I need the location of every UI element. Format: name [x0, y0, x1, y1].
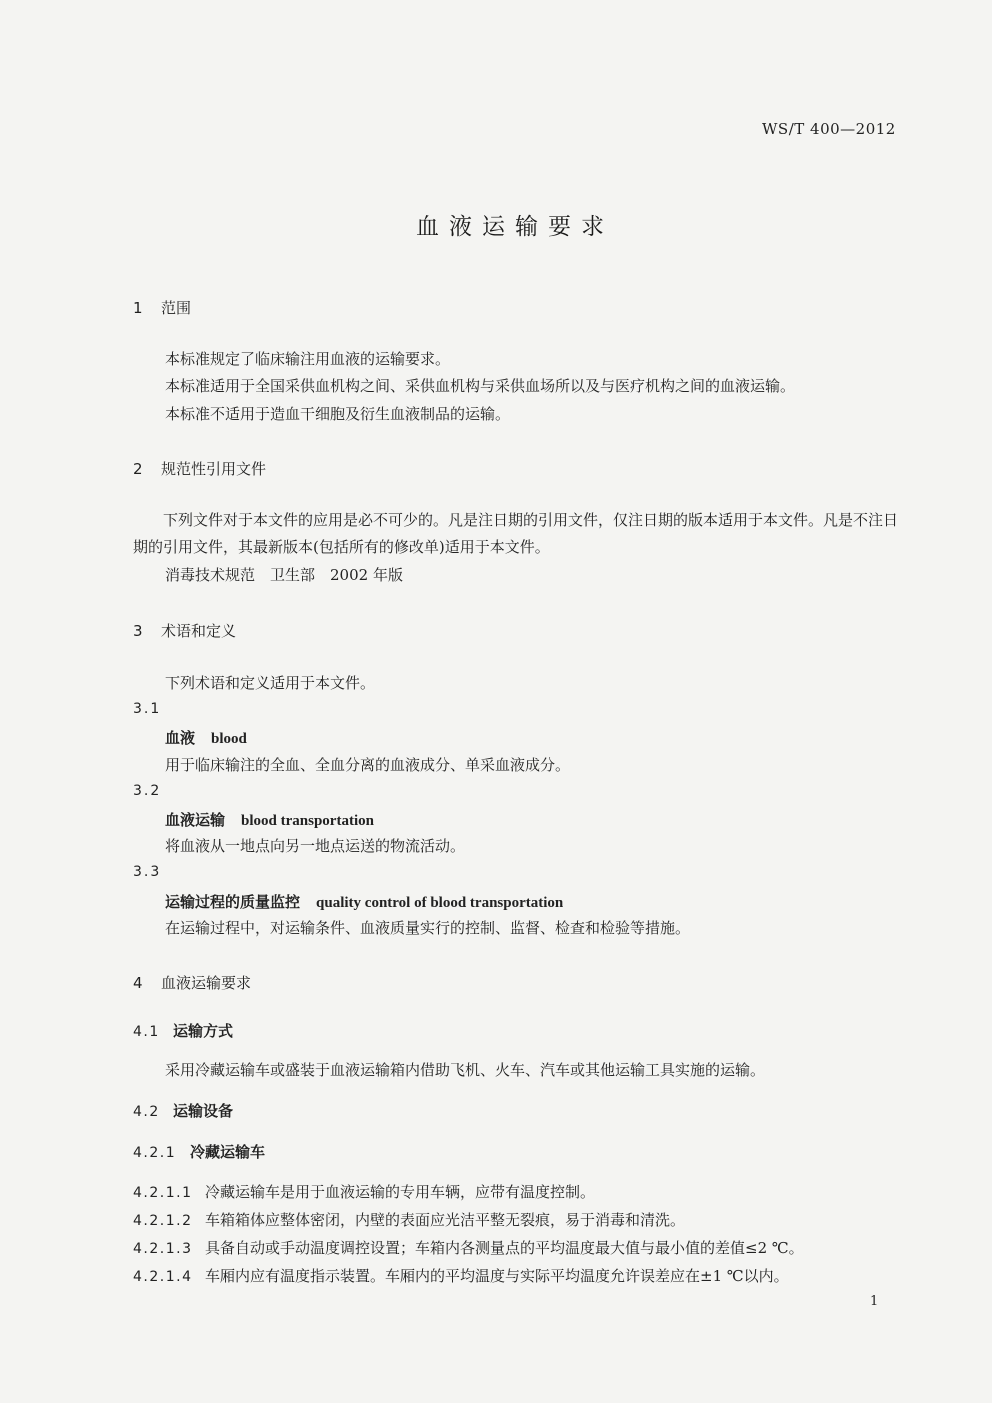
document-title: 血液运输要求	[416, 214, 614, 240]
term-cn: 血液	[165, 729, 196, 747]
subsection-number: 4.2	[133, 1104, 160, 1120]
term-en: quality control of blood transportation	[316, 895, 564, 911]
clause-text: 冷藏运输车是用于血液运输的专用车辆，应带有温度控制。	[205, 1183, 596, 1201]
term-entry	[165, 891, 563, 912]
clause-number: 4.2.1.3	[133, 1241, 193, 1257]
subsection-4-2-1-heading	[133, 1141, 265, 1162]
clause-text: 车厢内应有温度指示装置。车厢内的平均温度与实际平均温度允许误差应在±1 ℃以内。	[205, 1267, 789, 1285]
section-2-heading	[133, 458, 266, 479]
page-number: 1	[870, 1294, 879, 1309]
subsection-title: 冷藏运输车	[190, 1143, 266, 1161]
clause-number: 4.2.1.1	[133, 1185, 193, 1201]
section-3-heading	[133, 620, 236, 641]
term-number: 3.2	[133, 783, 162, 799]
term-entry	[165, 809, 374, 830]
section-4-heading	[133, 972, 251, 993]
paragraph: 本标准规定了临床输注用血液的运输要求。	[165, 350, 451, 368]
section-number: 4	[133, 974, 143, 992]
subsection-4-2-heading	[133, 1100, 233, 1121]
term-number: 3.1	[133, 701, 162, 717]
section-title: 血液运输要求	[161, 974, 252, 992]
clause-text: 具备自动或手动温度调控设置；车箱内各测量点的平均温度最大值与最小值的差值≤2 ℃。	[205, 1239, 804, 1257]
clause-item	[133, 1237, 804, 1258]
term-cn: 运输过程的质量监控	[165, 893, 301, 911]
clause-item	[133, 1265, 789, 1286]
term-definition: 将血液从一地点向另一地点运送的物流活动。	[165, 837, 466, 855]
clause-item	[133, 1209, 685, 1230]
term-entry	[165, 727, 247, 748]
section-title: 规范性引用文件	[161, 460, 267, 478]
subsection-title: 运输方式	[173, 1022, 234, 1040]
section-number: 1	[133, 299, 143, 317]
term-en: blood transportation	[241, 813, 374, 829]
section-1-heading	[133, 297, 191, 318]
section-number: 2	[133, 460, 143, 478]
term-definition: 用于临床输注的全血、全血分离的血液成分、单采血液成分。	[165, 756, 571, 774]
paragraph: 下列文件对于本文件的应用是必不可少的。凡是注日期的引用文件，仅注日期的版本适用于本文件。凡是不注日期的引用文件，其最新版本(包括所有的修改单)适用于本文件。	[133, 511, 899, 556]
term-cn: 血液运输	[165, 811, 226, 829]
standard-code: WS/T 400—2012	[762, 120, 896, 138]
clause-text: 车箱箱体应整体密闭，内壁的表面应光洁平整无裂痕，易于消毒和清洗。	[205, 1211, 686, 1229]
subsection-number: 4.1	[133, 1024, 160, 1040]
term-en: blood	[211, 731, 247, 747]
clause-item	[133, 1181, 595, 1202]
clause-number: 4.2.1.4	[133, 1269, 193, 1285]
term-number: 3.3	[133, 864, 162, 880]
clause-number: 4.2.1.2	[133, 1213, 193, 1229]
paragraph: 采用冷藏运输车或盛装于血液运输箱内借助飞机、火车、汽车或其他运输工具实施的运输。	[165, 1061, 766, 1079]
paragraph: 本标准适用于全国采供血机构之间、采供血机构与采供血场所以及与医疗机构之间的血液运输。	[165, 377, 796, 395]
paragraph: 本标准不适用于造血干细胞及衍生血液制品的运输。	[165, 405, 511, 423]
subsection-title: 运输设备	[173, 1102, 234, 1120]
term-definition: 在运输过程中，对运输条件、血液质量实行的控制、监督、检查和检验等措施。	[165, 919, 691, 937]
paragraph: 下列术语和定义适用于本文件。	[165, 674, 376, 692]
section-title: 范围	[161, 299, 192, 317]
section-title: 术语和定义	[161, 622, 237, 640]
section-number: 3	[133, 622, 143, 640]
subsection-4-1-heading	[133, 1020, 233, 1041]
subsection-number: 4.2.1	[133, 1145, 177, 1161]
normative-reference: 消毒技术规范 卫生部 2002 年版	[165, 566, 403, 584]
